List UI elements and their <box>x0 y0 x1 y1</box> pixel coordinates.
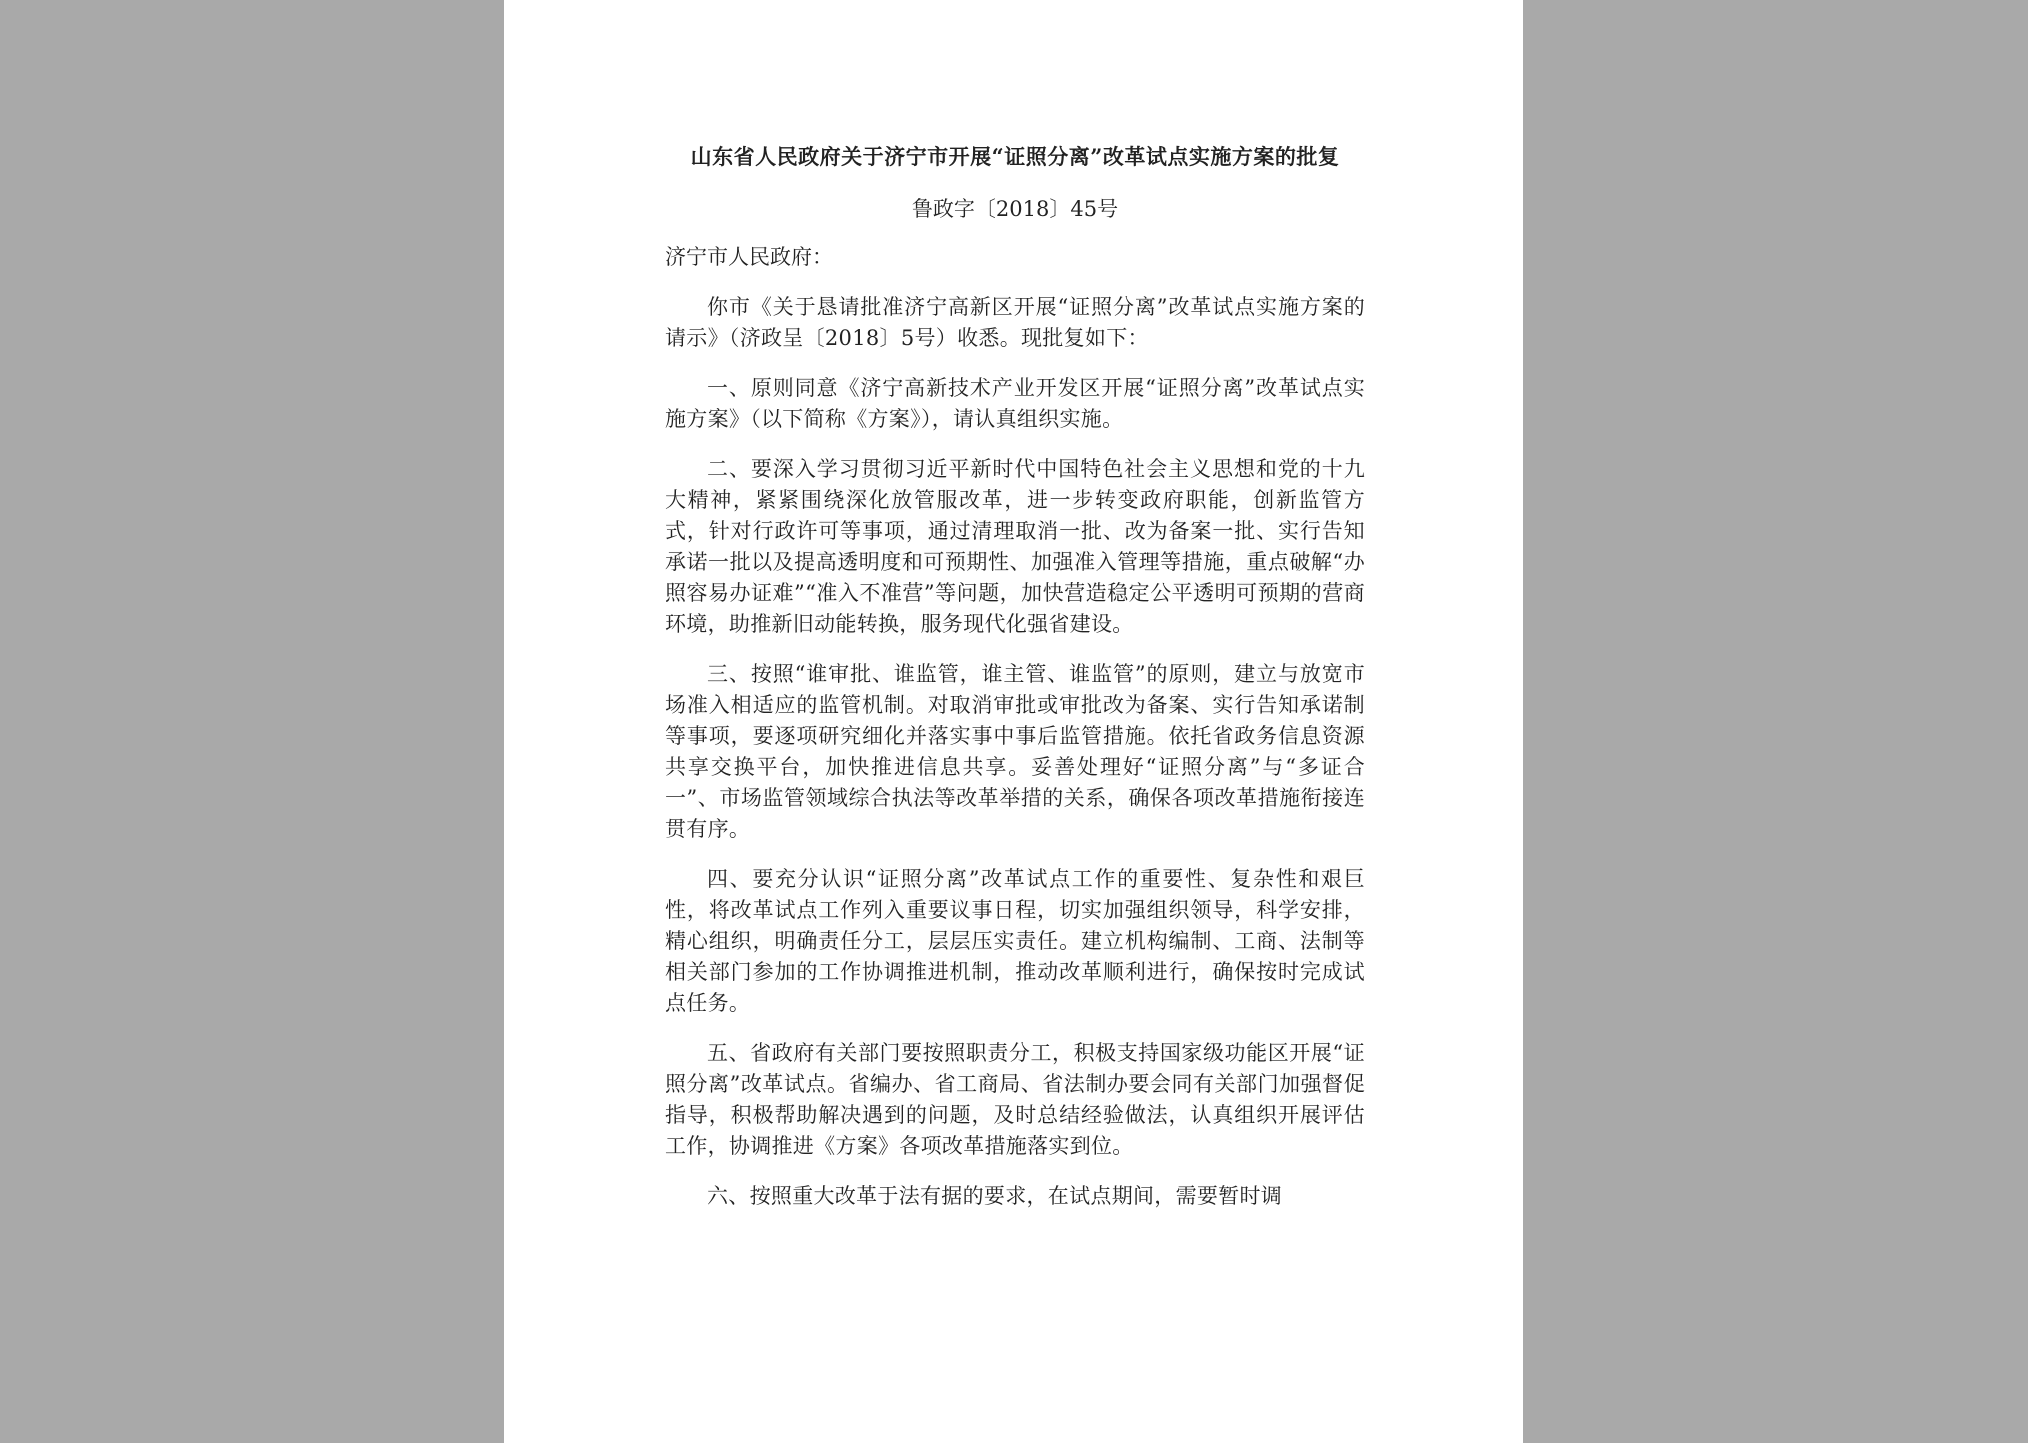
document-title: 山东省人民政府关于济宁市开展“证照分离”改革试点实施方案的批复 <box>690 144 1340 169</box>
addressee: 济宁市人民政府： <box>665 245 833 269</box>
paragraph-item-2: 二、要深入学习贯彻习近平新时代中国特色社会主义思想和党的十九大精神，紧紧围绕深化放管服改革，进一步转变政府职能，创新监管方式，针对行政许可等事项，通过清理取消一批、改为备案一批、实行告知承诺一批以及提高透明度和可预期性、加强准入管理等措施，重点破解“办照容易办证难”“准入不准营”等问题，加快营造稳定公平透明可预期的营商环境，助推新旧动能转换，服务现代化强省建设。 <box>665 457 1365 636</box>
document-page <box>504 0 1523 1443</box>
paragraph-item-6: 六、按照重大改革于法有据的要求，在试点期间，需要暂时调 <box>707 1184 1283 1208</box>
paragraph-reply-intro: 你市《关于恳请批准济宁高新区开展“证照分离”改革试点实施方案的请示》（济政呈〔2018〕5号）收悉。现批复如下： <box>665 295 1365 350</box>
paragraph-item-5: 五、省政府有关部门要按照职责分工，积极支持国家级功能区开展“证照分离”改革试点。省编办、省工商局、省法制办要会同有关部门加强督促指导，积极帮助解决遇到的问题，及时总结经验做法，认真组织开展评估工作，协调推进《方案》各项改革措施落实到位。 <box>665 1041 1365 1158</box>
document-number: 鲁政字〔2018〕45号 <box>911 197 1119 221</box>
paragraph-item-4: 四、要充分认识“证照分离”改革试点工作的重要性、复杂性和艰巨性，将改革试点工作列入重要议事日程，切实加强组织领导，科学安排，精心组织，明确责任分工，层层压实责任。建立机构编制、工商、法制等相关部门参加的工作协调推进机制，推动改革顺利进行，确保按时完成试点任务。 <box>665 867 1365 1015</box>
paragraph-item-3: 三、按照“谁审批、谁监管，谁主管、谁监管”的原则，建立与放宽市场准入相适应的监管机制。对取消审批或审批改为备案、实行告知承诺制等事项，要逐项研究细化并落实事中事后监管措施。依托省政务信息资源共享交换平台，加快推进信息共享。妥善处理好“证照分离”与“多证合一”、市场监管领域综合执法等改革举措的关系，确保各项改革措施衔接连贯有序。 <box>665 662 1365 841</box>
paragraph-item-1: 一、原则同意《济宁高新技术产业开发区开展“证照分离”改革试点实施方案》（以下简称《方案》），请认真组织实施。 <box>665 376 1365 431</box>
document-content <box>665 140 1365 1212</box>
